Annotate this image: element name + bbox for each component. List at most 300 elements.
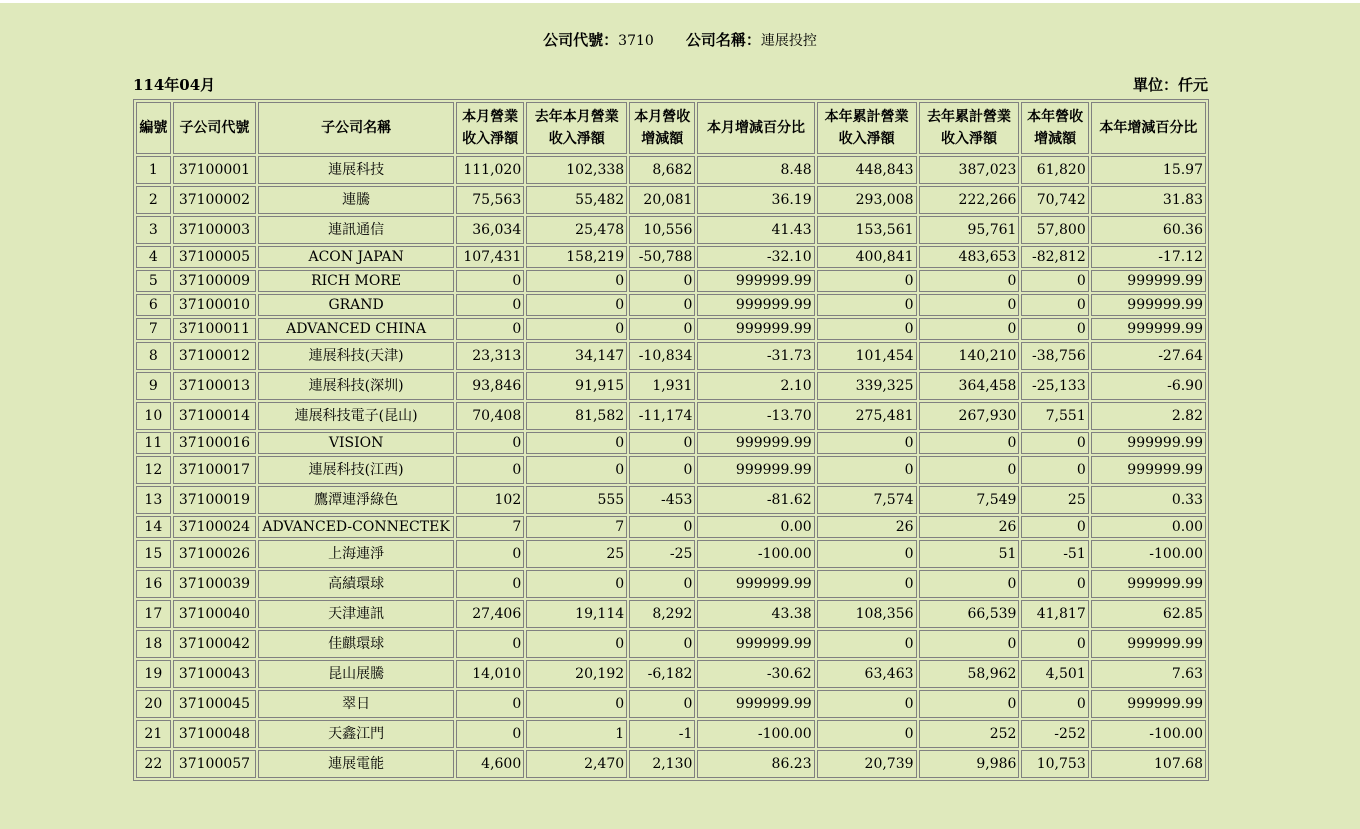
value-cell: 999999.99 xyxy=(1091,690,1206,718)
subsidiary-name-cell: 連展科技(深圳) xyxy=(258,372,454,400)
value-cell: 0 xyxy=(1021,690,1088,718)
value-cell: 108,356 xyxy=(817,600,917,628)
value-cell: 2.10 xyxy=(697,372,814,400)
column-header xyxy=(258,102,454,154)
column-header xyxy=(697,102,814,154)
row-number-cell: 16 xyxy=(136,570,171,598)
value-cell: -1 xyxy=(629,720,695,748)
value-cell: 0 xyxy=(919,630,1020,658)
value-cell: 275,481 xyxy=(817,402,917,430)
subsidiary-code-cell: 37100043 xyxy=(173,660,257,688)
row-number-cell: 11 xyxy=(136,432,171,454)
row-number-cell: 15 xyxy=(136,540,171,568)
table-row xyxy=(136,432,1206,454)
value-cell: 0 xyxy=(817,570,917,598)
table-header-row xyxy=(136,102,1206,154)
column-header-text: 本年累計營業 xyxy=(824,109,909,125)
value-cell: 0 xyxy=(526,270,627,292)
column-header-text: 本月營業 xyxy=(462,109,519,125)
value-cell: 0 xyxy=(456,570,524,598)
subsidiary-code-cell: 37100005 xyxy=(173,246,257,268)
table-row xyxy=(136,750,1206,778)
subsidiary-name-cell: 連騰 xyxy=(258,186,454,214)
value-cell: 51 xyxy=(919,540,1020,568)
value-cell: 400,841 xyxy=(817,246,917,268)
subsidiary-code-cell: 37100009 xyxy=(173,270,257,292)
value-cell: 41,817 xyxy=(1021,600,1088,628)
row-number-cell: 20 xyxy=(136,690,171,718)
unit-label: 單位：仟元 xyxy=(1132,76,1208,94)
value-cell: 7 xyxy=(526,516,627,538)
value-cell: 8,682 xyxy=(629,156,695,184)
value-cell: 25 xyxy=(526,540,627,568)
subsidiary-code-cell: 37100048 xyxy=(173,720,257,748)
report-page xyxy=(0,3,1360,829)
subsidiary-name-cell: 連展科技電子(昆山) xyxy=(258,402,454,430)
value-cell: 0.33 xyxy=(1091,486,1206,514)
column-header-text: 本月增減百分比 xyxy=(707,120,806,136)
value-cell: 70,742 xyxy=(1021,186,1088,214)
value-cell: 999999.99 xyxy=(1091,270,1206,292)
value-cell: 4,600 xyxy=(456,750,524,778)
subsidiary-name-cell: 天津連訊 xyxy=(258,600,454,628)
value-cell: 0 xyxy=(817,540,917,568)
value-cell: 102 xyxy=(456,486,524,514)
value-cell: 0 xyxy=(526,690,627,718)
value-cell: 999999.99 xyxy=(1091,570,1206,598)
row-number-cell: 13 xyxy=(136,486,171,514)
value-cell: 81,582 xyxy=(526,402,627,430)
table-row xyxy=(136,600,1206,628)
value-cell: 43.38 xyxy=(697,600,814,628)
value-cell: 999999.99 xyxy=(1091,432,1206,454)
table-row xyxy=(136,270,1206,292)
row-number-cell: 5 xyxy=(136,270,171,292)
value-cell: 107.68 xyxy=(1091,750,1206,778)
value-cell: 0 xyxy=(1021,318,1088,340)
value-cell: 36.19 xyxy=(697,186,814,214)
value-cell: 999999.99 xyxy=(1091,294,1206,316)
row-number-cell: 9 xyxy=(136,372,171,400)
subsidiary-code-cell: 37100039 xyxy=(173,570,257,598)
value-cell: 102,338 xyxy=(526,156,627,184)
subsidiary-code-cell: 37100019 xyxy=(173,486,257,514)
subsidiary-code-cell: 37100002 xyxy=(173,186,257,214)
subsidiary-code-cell: 37100011 xyxy=(173,318,257,340)
row-number-cell: 4 xyxy=(136,246,171,268)
value-cell: 19,114 xyxy=(526,600,627,628)
row-number-cell: 17 xyxy=(136,600,171,628)
value-cell: 153,561 xyxy=(817,216,917,244)
table-row xyxy=(136,372,1206,400)
value-cell: 23,313 xyxy=(456,342,524,370)
value-cell: -81.62 xyxy=(697,486,814,514)
value-cell: 999999.99 xyxy=(697,432,814,454)
column-header xyxy=(526,102,627,154)
subsidiary-name-cell: 翠日 xyxy=(258,690,454,718)
subsidiary-code-cell: 37100017 xyxy=(173,456,257,484)
value-cell: -25 xyxy=(629,540,695,568)
table-row xyxy=(136,156,1206,184)
column-header-text: 子公司名稱 xyxy=(321,120,392,136)
table-row xyxy=(136,246,1206,268)
value-cell: 222,266 xyxy=(919,186,1020,214)
value-cell: 0 xyxy=(1021,432,1088,454)
value-cell: 0 xyxy=(526,630,627,658)
value-cell: 0 xyxy=(456,630,524,658)
value-cell: 999999.99 xyxy=(1091,318,1206,340)
value-cell: 4,501 xyxy=(1021,660,1088,688)
value-cell: 999999.99 xyxy=(1091,456,1206,484)
value-cell: -30.62 xyxy=(697,660,814,688)
subsidiary-name-cell: 連展科技 xyxy=(258,156,454,184)
value-cell: 0 xyxy=(629,456,695,484)
table-row xyxy=(136,318,1206,340)
value-cell: 483,653 xyxy=(919,246,1020,268)
column-header-text: 收入淨額 xyxy=(548,131,605,147)
value-cell: 75,563 xyxy=(456,186,524,214)
value-cell: 61,820 xyxy=(1021,156,1088,184)
report-period: 114年04月 xyxy=(133,76,216,94)
value-cell: 10,556 xyxy=(629,216,695,244)
value-cell: 31.83 xyxy=(1091,186,1206,214)
value-cell: 0.00 xyxy=(697,516,814,538)
value-cell: 339,325 xyxy=(817,372,917,400)
value-cell: 999999.99 xyxy=(697,570,814,598)
value-cell: 0 xyxy=(919,432,1020,454)
value-cell: 7,574 xyxy=(817,486,917,514)
value-cell: 20,081 xyxy=(629,186,695,214)
value-cell: -25,133 xyxy=(1021,372,1088,400)
value-cell: 0 xyxy=(817,294,917,316)
value-cell: 999999.99 xyxy=(1091,630,1206,658)
column-header-text: 本年增減百分比 xyxy=(1099,120,1198,136)
table-row xyxy=(136,690,1206,718)
value-cell: 999999.99 xyxy=(697,270,814,292)
value-cell: 60.36 xyxy=(1091,216,1206,244)
subsidiary-code-cell: 37100024 xyxy=(173,516,257,538)
value-cell: 20,739 xyxy=(817,750,917,778)
value-cell: 364,458 xyxy=(919,372,1020,400)
subsidiary-name-cell: ADVANCED-CONNECTEK xyxy=(258,516,454,538)
value-cell: 0 xyxy=(817,630,917,658)
value-cell: 0 xyxy=(526,432,627,454)
subsidiary-code-cell: 37100042 xyxy=(173,630,257,658)
value-cell: 0 xyxy=(919,456,1020,484)
value-cell: 267,930 xyxy=(919,402,1020,430)
revenue-table-wrapper xyxy=(133,99,1209,781)
column-header xyxy=(136,102,171,154)
value-cell: 25 xyxy=(1021,486,1088,514)
column-header-text: 子公司代號 xyxy=(179,120,250,136)
value-cell: 448,843 xyxy=(817,156,917,184)
value-cell: 41.43 xyxy=(697,216,814,244)
value-cell: 86.23 xyxy=(697,750,814,778)
value-cell: 0 xyxy=(629,318,695,340)
subsidiary-code-cell: 37100040 xyxy=(173,600,257,628)
value-cell: 0 xyxy=(919,570,1020,598)
value-cell: 57,800 xyxy=(1021,216,1088,244)
value-cell: 9,986 xyxy=(919,750,1020,778)
value-cell: -27.64 xyxy=(1091,342,1206,370)
value-cell: 0 xyxy=(526,294,627,316)
subsidiary-name-cell: 上海連淨 xyxy=(258,540,454,568)
subsidiary-code-cell: 37100016 xyxy=(173,432,257,454)
value-cell: 0 xyxy=(919,318,1020,340)
row-number-cell: 8 xyxy=(136,342,171,370)
value-cell: -453 xyxy=(629,486,695,514)
subsidiary-name-cell: 高績環球 xyxy=(258,570,454,598)
value-cell: 2,470 xyxy=(526,750,627,778)
subsidiary-code-cell: 37100001 xyxy=(173,156,257,184)
table-row xyxy=(136,456,1206,484)
table-row xyxy=(136,216,1206,244)
value-cell: 0 xyxy=(526,456,627,484)
value-cell: 0 xyxy=(456,690,524,718)
column-header-text: 收入淨額 xyxy=(940,131,997,147)
subsidiary-code-cell: 37100012 xyxy=(173,342,257,370)
value-cell: 14,010 xyxy=(456,660,524,688)
value-cell: 10,753 xyxy=(1021,750,1088,778)
value-cell: 0 xyxy=(1021,516,1088,538)
value-cell: 0 xyxy=(629,432,695,454)
value-cell: 0 xyxy=(817,270,917,292)
subsidiary-revenue-table xyxy=(133,99,1209,781)
value-cell: 0 xyxy=(817,318,917,340)
subsidiary-name-cell: 佳麒環球 xyxy=(258,630,454,658)
table-row xyxy=(136,540,1206,568)
value-cell: 158,219 xyxy=(526,246,627,268)
row-number-cell: 12 xyxy=(136,456,171,484)
value-cell: 7,551 xyxy=(1021,402,1088,430)
column-header xyxy=(817,102,917,154)
column-header xyxy=(629,102,695,154)
value-cell: 20,192 xyxy=(526,660,627,688)
value-cell: 0 xyxy=(919,270,1020,292)
row-number-cell: 10 xyxy=(136,402,171,430)
value-cell: 0 xyxy=(919,294,1020,316)
value-cell: 34,147 xyxy=(526,342,627,370)
column-header-text: 去年累計營業 xyxy=(926,109,1011,125)
value-cell: 555 xyxy=(526,486,627,514)
value-cell: 58,962 xyxy=(919,660,1020,688)
subsidiary-name-cell: RICH MORE xyxy=(258,270,454,292)
value-cell: -13.70 xyxy=(697,402,814,430)
value-cell: -11,174 xyxy=(629,402,695,430)
subsidiary-name-cell: 連展科技(天津) xyxy=(258,342,454,370)
column-header-text: 本年營收 xyxy=(1027,109,1084,125)
row-number-cell: 14 xyxy=(136,516,171,538)
table-row xyxy=(136,630,1206,658)
value-cell: 0 xyxy=(629,516,695,538)
value-cell: 0 xyxy=(526,570,627,598)
value-cell: 1 xyxy=(526,720,627,748)
column-header xyxy=(1091,102,1206,154)
value-cell: 0 xyxy=(629,294,695,316)
column-header-text: 收入淨額 xyxy=(462,131,519,147)
value-cell: 387,023 xyxy=(919,156,1020,184)
value-cell: -38,756 xyxy=(1021,342,1088,370)
company-name-label: 公司名稱： xyxy=(685,31,761,49)
value-cell: 0 xyxy=(817,456,917,484)
value-cell: -32.10 xyxy=(697,246,814,268)
value-cell: 0 xyxy=(1021,570,1088,598)
table-row xyxy=(136,486,1206,514)
value-cell: 0 xyxy=(1021,456,1088,484)
value-cell: 0 xyxy=(919,690,1020,718)
column-header xyxy=(456,102,524,154)
subsidiary-name-cell: 連展科技(江西) xyxy=(258,456,454,484)
value-cell: 999999.99 xyxy=(697,456,814,484)
subsidiary-name-cell: ADVANCED CHINA xyxy=(258,318,454,340)
value-cell: 0 xyxy=(817,432,917,454)
row-number-cell: 21 xyxy=(136,720,171,748)
value-cell: -10,834 xyxy=(629,342,695,370)
row-number-cell: 1 xyxy=(136,156,171,184)
value-cell: 7 xyxy=(456,516,524,538)
value-cell: 0 xyxy=(526,318,627,340)
subsidiary-code-cell: 37100057 xyxy=(173,750,257,778)
value-cell: 55,482 xyxy=(526,186,627,214)
subsidiary-name-cell: 連展電能 xyxy=(258,750,454,778)
value-cell: 0 xyxy=(456,432,524,454)
value-cell: 26 xyxy=(919,516,1020,538)
company-header xyxy=(0,29,1360,50)
company-code-label: 公司代號： xyxy=(543,31,619,49)
value-cell: 2.82 xyxy=(1091,402,1206,430)
row-number-cell: 19 xyxy=(136,660,171,688)
table-row xyxy=(136,186,1206,214)
value-cell: -100.00 xyxy=(697,720,814,748)
value-cell: -6,182 xyxy=(629,660,695,688)
column-header-text: 本月營收 xyxy=(634,109,691,125)
subsidiary-code-cell: 37100010 xyxy=(173,294,257,316)
value-cell: -252 xyxy=(1021,720,1088,748)
value-cell: 0 xyxy=(817,720,917,748)
value-cell: 66,539 xyxy=(919,600,1020,628)
table-row xyxy=(136,342,1206,370)
value-cell: 0 xyxy=(456,540,524,568)
subsidiary-code-cell: 37100003 xyxy=(173,216,257,244)
row-number-cell: 18 xyxy=(136,630,171,658)
value-cell: -17.12 xyxy=(1091,246,1206,268)
row-number-cell: 2 xyxy=(136,186,171,214)
value-cell: 27,406 xyxy=(456,600,524,628)
value-cell: 0 xyxy=(1021,270,1088,292)
table-row xyxy=(136,570,1206,598)
value-cell: 107,431 xyxy=(456,246,524,268)
value-cell: 999999.99 xyxy=(697,630,814,658)
value-cell: 62.85 xyxy=(1091,600,1206,628)
value-cell: -100.00 xyxy=(1091,540,1206,568)
value-cell: -50,788 xyxy=(629,246,695,268)
table-row xyxy=(136,720,1206,748)
value-cell: -31.73 xyxy=(697,342,814,370)
column-header-text: 去年本月營業 xyxy=(534,109,619,125)
column-header-text: 編號 xyxy=(139,120,168,136)
value-cell: 36,034 xyxy=(456,216,524,244)
value-cell: 2,130 xyxy=(629,750,695,778)
value-cell: -82,812 xyxy=(1021,246,1088,268)
value-cell: 0 xyxy=(456,294,524,316)
value-cell: 7.63 xyxy=(1091,660,1206,688)
value-cell: 93,846 xyxy=(456,372,524,400)
value-cell: 999999.99 xyxy=(697,318,814,340)
row-number-cell: 3 xyxy=(136,216,171,244)
value-cell: 101,454 xyxy=(817,342,917,370)
value-cell: 95,761 xyxy=(919,216,1020,244)
value-cell: 0 xyxy=(629,690,695,718)
value-cell: 25,478 xyxy=(526,216,627,244)
subsidiary-name-cell: GRAND xyxy=(258,294,454,316)
company-name: 連展投控 xyxy=(760,33,817,49)
subsidiary-code-cell: 37100026 xyxy=(173,540,257,568)
row-number-cell: 6 xyxy=(136,294,171,316)
table-row xyxy=(136,660,1206,688)
subsidiary-name-cell: 天鑫江門 xyxy=(258,720,454,748)
value-cell: 252 xyxy=(919,720,1020,748)
value-cell: 7,549 xyxy=(919,486,1020,514)
value-cell: 8,292 xyxy=(629,600,695,628)
value-cell: 999999.99 xyxy=(697,690,814,718)
value-cell: 0 xyxy=(456,318,524,340)
row-number-cell: 7 xyxy=(136,318,171,340)
value-cell: 140,210 xyxy=(919,342,1020,370)
value-cell: 0 xyxy=(1021,630,1088,658)
table-row xyxy=(136,516,1206,538)
value-cell: 91,915 xyxy=(526,372,627,400)
table-body xyxy=(136,156,1206,778)
column-header-text: 增減額 xyxy=(1034,131,1077,147)
subsidiary-name-cell: VISION xyxy=(258,432,454,454)
value-cell: 0 xyxy=(456,270,524,292)
column-header-text: 增減額 xyxy=(641,131,684,147)
value-cell: 0 xyxy=(1021,294,1088,316)
column-header xyxy=(1021,102,1088,154)
value-cell: 0 xyxy=(817,690,917,718)
subsidiary-name-cell: 鷹潭連淨綠色 xyxy=(258,486,454,514)
subsidiary-name-cell: 連訊通信 xyxy=(258,216,454,244)
value-cell: 111,020 xyxy=(456,156,524,184)
value-cell: -100.00 xyxy=(1091,720,1206,748)
column-header xyxy=(173,102,257,154)
value-cell: -100.00 xyxy=(697,540,814,568)
value-cell: 293,008 xyxy=(817,186,917,214)
value-cell: 63,463 xyxy=(817,660,917,688)
company-code: 3710 xyxy=(618,33,654,49)
column-header xyxy=(919,102,1020,154)
subsidiary-code-cell: 37100013 xyxy=(173,372,257,400)
column-header-text: 收入淨額 xyxy=(838,131,895,147)
value-cell: 0 xyxy=(629,630,695,658)
subsidiary-name-cell: 昆山展騰 xyxy=(258,660,454,688)
value-cell: 0 xyxy=(629,570,695,598)
row-number-cell: 22 xyxy=(136,750,171,778)
subsidiary-code-cell: 37100045 xyxy=(173,690,257,718)
value-cell: 1,931 xyxy=(629,372,695,400)
value-cell: -51 xyxy=(1021,540,1088,568)
value-cell: 8.48 xyxy=(697,156,814,184)
value-cell: 70,408 xyxy=(456,402,524,430)
value-cell: 0 xyxy=(456,720,524,748)
subsidiary-code-cell: 37100014 xyxy=(173,402,257,430)
value-cell: -6.90 xyxy=(1091,372,1206,400)
value-cell: 0 xyxy=(456,456,524,484)
value-cell: 0.00 xyxy=(1091,516,1206,538)
table-row xyxy=(136,294,1206,316)
value-cell: 999999.99 xyxy=(697,294,814,316)
subsidiary-name-cell: ACON JAPAN xyxy=(258,246,454,268)
